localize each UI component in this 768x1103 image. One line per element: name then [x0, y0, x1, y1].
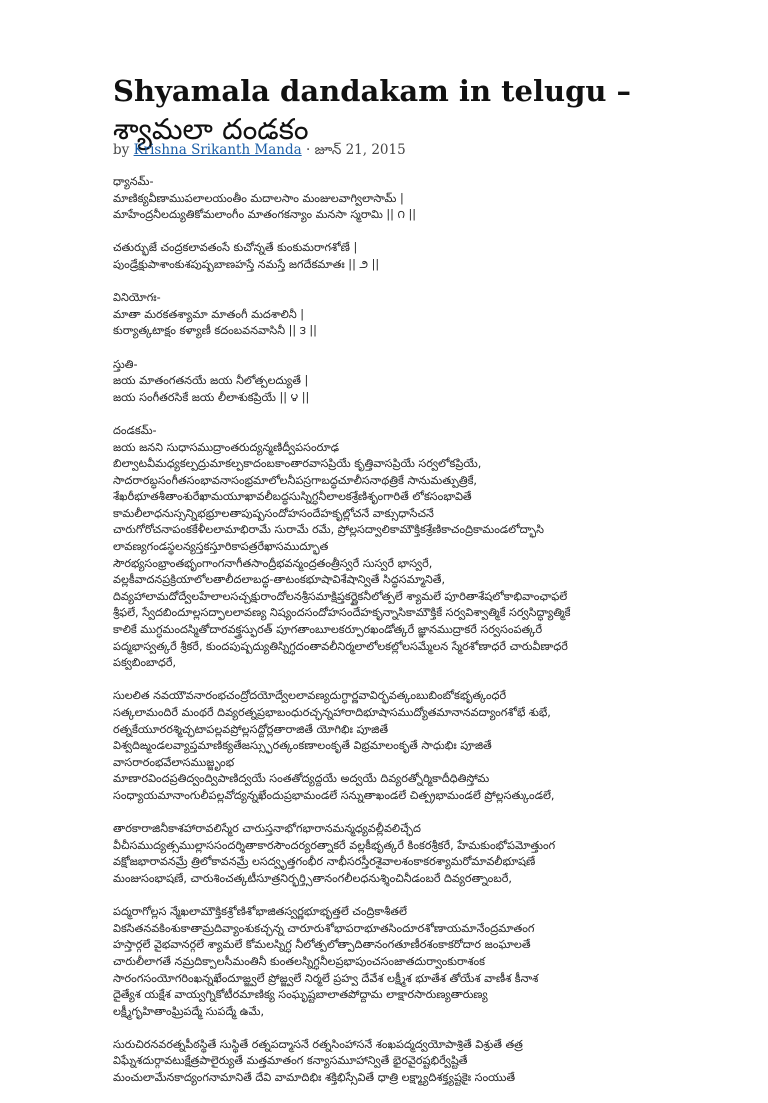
- text-line: దివ్యహాలామదోద్వేలహేలాలసచ్చక్షురాందోలనశ్రీసమాక్షిప్తకర్ణైకనీలోత్పలే శ్యామలే పూరితాశేషలోకాభివాంఛాఫలే: [113, 589, 568, 603]
- text-line: పక్వబింబాధరే,: [113, 656, 177, 670]
- byline: [113, 140, 673, 160]
- stanza: [113, 290, 673, 340]
- text-line: దండకమ్-: [113, 423, 157, 437]
- text-line: సత్కలామందిరే మంథరే దివ్యరత్నప్రభాబంధురచ్ఛన్నహారాదిభూషాసముద్యోతమానానవద్యాంగశోభే శుభే,: [113, 706, 551, 719]
- text-line: సౌరభ్యసంభ్రాంతభృంగాంగనాగీతసాంద్రీభవన్మంద్రతంత్రీస్వరే సుస్వరే భాస్వరే,: [113, 556, 433, 570]
- stanza: [113, 1037, 673, 1087]
- title-telugu: శ్యామలా దండకం: [113, 112, 309, 146]
- text-line: వినియోగః-: [113, 291, 161, 305]
- text-line: చారుగోరోచనాపంకకేళీలలామాభిరామే సురామే రమే, ప్రోల్లసద్వాలికామౌక్తికశ్రేణికాచంద్రికామండలోద్భాసి: [113, 523, 545, 537]
- text-line: ధ్యానమ్-: [113, 175, 154, 188]
- stanza: [113, 174, 673, 224]
- stanza: [113, 357, 673, 407]
- text-line: పుండ్రేక్షుపాశాంకుశపుష్పబాణహస్తే నమస్తే జగదేకమాతః || ౨ ||: [113, 257, 380, 271]
- text-line: కుర్యాత్కటాక్షం కళ్యాణీ కదంబవనవాసినీ || ౩ ||: [113, 324, 317, 338]
- text-line: వల్లకీవాదనప్రక్రియాలోలతాలీదలాబద్ధ-తాటంకభూషావిశేషాన్వితే సిద్ధసమ్మానితే,: [113, 573, 445, 587]
- text-line: చతుర్భుజే చంద్రకలావతంసే కుచోన్నతే కుంకుమరాగశోణే |: [113, 241, 358, 255]
- text-line: హస్తార్గలే వైభవానర్గలే శ్యామలే కోమలస్నిగ్ధ నీలోత్పలోత్పాదితానంగతూణీరశంకాకరోదార జంఘాలతే: [113, 938, 531, 952]
- text-line: శేఖరీభూతశీతాంశురేఖామయూఖావలీబద్ధసుస్నిగ్ధనీలాలకశ్రేణిశృంగారితే లోకసంభావితే: [113, 490, 472, 504]
- text-line: మాహేంద్రనీలద్యుతికోమలాంగీం మాతంగకన్యాం మనసా స్మరామి || ౧ ||: [113, 208, 416, 222]
- text-line: జయ మాతంగతనయే జయ నీలోత్పలద్యుతే |: [113, 374, 309, 388]
- stanza: [113, 821, 673, 887]
- text-line: చారులీలాగతే నమ్రదిక్పాలసీమంతినీ కుంతలస్నిగ్ధనీలప్రభాపుంచసంజాతదుర్వాంకురాశంక: [113, 954, 486, 968]
- stanza: [113, 904, 673, 1020]
- text-line: కాలికే ముగ్ధమందస్మితోదారవక్త్రస్ఫురత్ పూగతాంబూలకర్పూరఖండోత్కరే జ్ఞానముద్రాకరే సర్వసంపత్కరే: [113, 623, 543, 637]
- text-line: మంజుసంభాషణే, చారుశించత్కటీసూత్రనిర్భర్త్సితానంగలీలధనుశ్శించినీడంబరే దివ్యరత్నాంబరే,: [113, 871, 512, 885]
- text-line: దైత్యేశ యక్షేశ వాయ్వగ్నికోటీరమాణిక్య సంఘృష్టబాలాతపోద్దామ లాక్షారసారుణ్యతారుణ్య: [113, 988, 488, 1002]
- text-line: సంధ్యాయమానాంగులీపల్లవోద్యన్నఖేందుప్రభామండలే సన్నుతాఖండలే చిత్ప్రభామండలే ప్రోల్లసత్కుండలే,: [113, 788, 555, 802]
- text-line: సురుచిరనవరత్నపీఠస్థితే సుస్థితే రత్నపద్మాసనే రత్నసింహాసనే శంఖపద్మద్వయోపాశ్రితే విశ్రుతే తత్ర: [113, 1037, 523, 1051]
- text-line: విఘ్నేశదుర్గావటుక్షేత్రపాలైర్యుతే మత్తమాతంగ కన్యాసమూహాన్వితే భైరవైరష్టభిర్వేష్టితే: [113, 1054, 468, 1068]
- text-line: జయ జనని సుధాసముద్రాంతరుద్యన్మణిద్వీపసంరూఢ: [113, 440, 340, 454]
- text-line: కామలీలాధనుస్సన్నిభభ్రూలతాపుష్పసందోహసందేహకృల్లోచనే వాక్సుధాసేచనే: [113, 506, 434, 520]
- byline-prefix: by: [113, 142, 134, 158]
- text-line: రత్నకేయూరరశ్మిచ్ఛటాపల్లవప్రోల్లసద్దోర్లతారాజితే యోగిభిః పూజితే: [113, 722, 389, 736]
- text-line: శ్రీఫలే, స్వేదబిందూల్లసద్ఫాలలావణ్య నిష్యందసందోహసందేహకృన్నాసికామౌక్తికే సర్వవిశ్వాత్మికే సర్వసిద్ధ్యాత్మికే: [113, 606, 571, 620]
- stanza: [113, 240, 673, 273]
- text-line: జయ సంగీతరసికే జయ లీలాశుకప్రియే || ౪ ||: [113, 390, 310, 404]
- text-line: సారంగసంయోగరింఖన్నఖేందూజ్జ్వలే ప్రోజ్జ్వలే నిర్మలే ప్రహ్వ దేవేశ లక్ష్మీశ భూతేశ తోయేశ వాణీశ కీనాశ: [113, 971, 539, 985]
- text-line: స్తుతి-: [113, 357, 138, 371]
- stanza: [113, 423, 673, 672]
- text-line: మాణిక్యవీణాముపలాలయంతీం మదాలసాం మంజులవాగ్విలాసామ్ |: [113, 191, 404, 205]
- article-body: [113, 174, 673, 1103]
- text-line: లావణ్యగండస్థలన్యస్తకస్తూరికాపత్రరేఖాసముద్భూత: [113, 540, 329, 554]
- title-english: Shyamala dandakam in telugu: [113, 74, 607, 108]
- text-line: లక్ష్మీగృహితాంఘ్రిపద్మే సుపద్మే ఉమే,: [113, 1004, 265, 1018]
- text-line: పద్మభాస్వత్కరే శ్రీకరే, కుందపుష్పద్యుతిస్నిగ్ధదంతావలీనిర్మలాలోలకల్లోలసమ్మేలన స్మేరశోణాధరే చారువీణాధరే: [113, 639, 568, 653]
- text-line: వీచీసముద్యత్సముల్లాససందర్శితాకారసౌందర్యరత్నాకరే వల్లకీభృత్కరే కింకరశ్రీకరే, హేమకుంభోపమోత్తుంగ: [113, 838, 556, 852]
- publish-date: జూన్ 21, 2015: [314, 142, 406, 158]
- text-line: తారకారాజినీకాశహారావలిస్మేర చారుస్తనాభోగభారానమన్మధ్యవల్లీవలిచ్ఛేద: [113, 822, 421, 836]
- text-line: పద్మరాగోల్లస న్మేఖలామౌక్తికశ్రోణిశోభాజితస్వర్ణభూభృత్తలే చంద్రికాశీతలే: [113, 905, 407, 919]
- text-line: బిల్వాటవీమధ్యకల్పద్రుమాకల్పకాదంబకాంతారవాసప్రియే కృత్తివాసప్రియే సర్వలోకప్రియే,: [113, 457, 482, 471]
- text-line: వాసరారంభవేలాసముజ్జృంభ: [113, 755, 235, 769]
- text-line: వికసితనవకింశుకాతామ్రదివ్యాంశుకచ్ఛన్న చారూరుశోభాపరాభూతసిందూరశోణాయమానేంద్రమాతంగ: [113, 921, 535, 935]
- text-line: సులలిత నవయౌవనారంభచంద్రోదయోద్వేలలావణ్యదుగ్ధార్ణవావిర్భవత్కంబుబింబోకభృత్కంధరే: [113, 689, 507, 703]
- byline-separator: ·: [301, 142, 315, 158]
- text-line: వక్షోజభారావనమ్రే త్రిలోకావనమ్రే లసద్వృత్తగంభీర నాభీసరస్తీరశైవాలశంకాకరశ్యామరోమావలీభూషణే: [113, 855, 536, 869]
- title-separator: –: [606, 74, 632, 108]
- text-line: సాదరారబ్ధసంగీతసంభావనాసంభ్రమాలోలనీపస్రగాబద్ధచూలీసనాథత్రికే సానుమత్పుత్రికే,: [113, 473, 477, 487]
- text-line: విశ్వదిఙ్మండలవ్యాప్తమాణిక్యతేజస్స్ఫురత్కంకణాలంకృతే విభ్రమాలంకృతే సాధుభిః పూజితే: [113, 739, 492, 753]
- author-link[interactable]: Krishna Srikanth Manda: [133, 142, 302, 158]
- text-line: మంచులామేనకాద్యంగనామానితే దేవి వామాదిభిః శక్తిభిస్సేవితే ధాత్రి లక్ష్మ్యాదిశక్త్యష్టకైః సంయుతే: [113, 1071, 516, 1085]
- text-line: మాతా మరకతశ్యామా మాతంగీ మదశాలినీ |: [113, 307, 305, 321]
- text-line: మాణారవిందప్రతిద్వంద్విపాణిద్వయే సంతతోద్యద్దయే అద్వయే దివ్యరత్నోర్మికాదీధితిస్తోమ: [113, 772, 490, 786]
- stanza: [113, 688, 673, 804]
- page-title: [113, 72, 673, 148]
